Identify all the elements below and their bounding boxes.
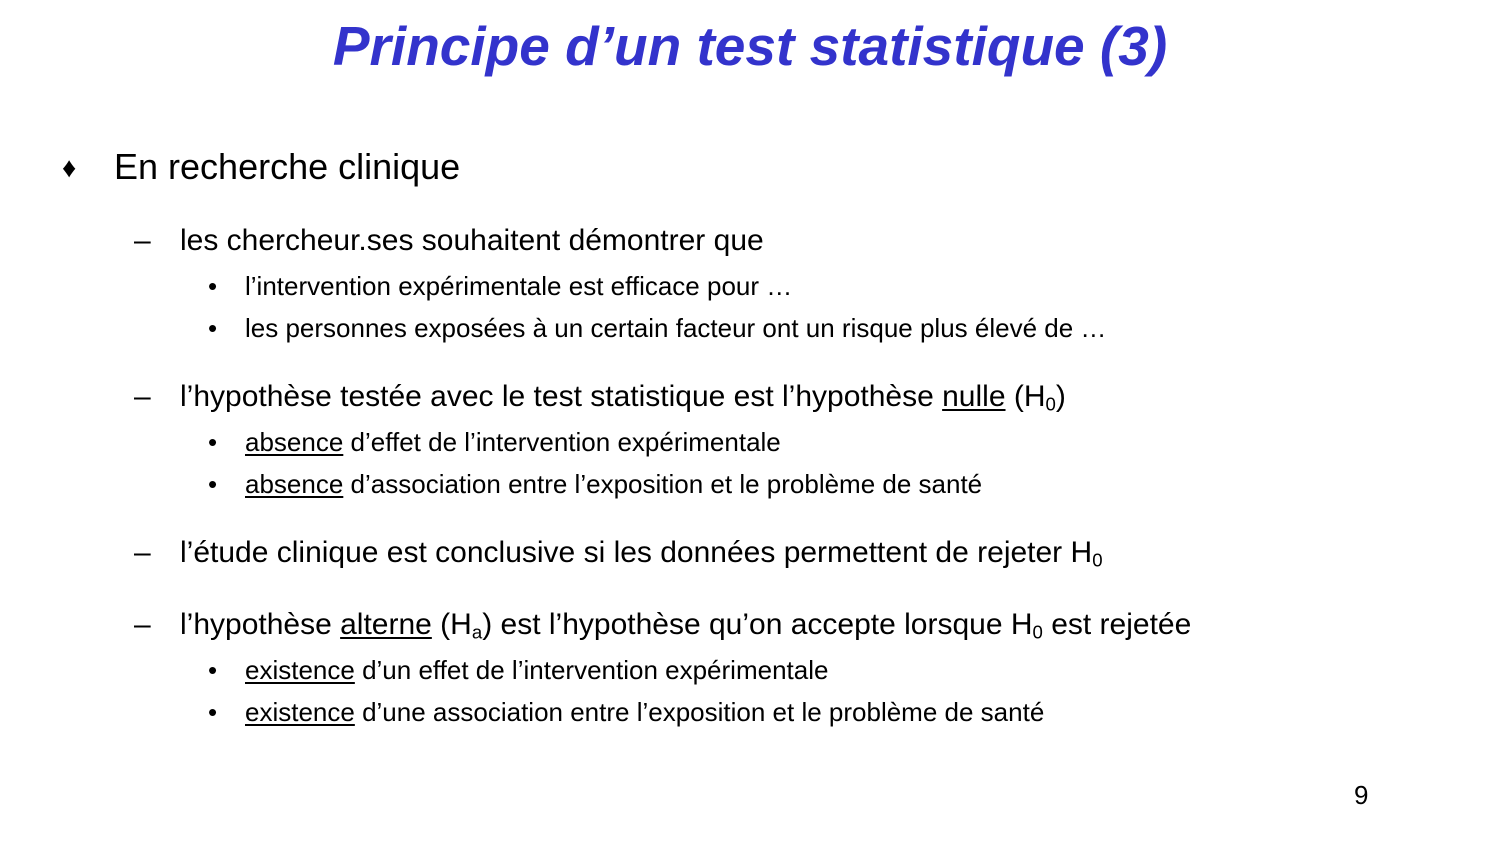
diamond-bullet-icon: ♦ xyxy=(62,152,77,183)
subscript: 0 xyxy=(1092,549,1103,571)
text: l’hypothèse testée avec le test statistique est l’hypothèse xyxy=(180,380,943,413)
text: (H xyxy=(431,608,472,641)
bullet-etude-conclusive xyxy=(180,536,1103,570)
underlined-term: existence xyxy=(245,655,355,685)
subscript: 0 xyxy=(1045,393,1056,415)
text: d’une association entre l’exposition et le problème de santé xyxy=(354,697,1045,727)
bullet-en-recherche-clinique: En recherche clinique xyxy=(114,146,461,187)
bullet-hypothese-nulle xyxy=(180,380,1066,414)
dash-bullet-icon: – xyxy=(134,380,151,413)
text: ) est l’hypothèse qu’on accepte lorsque H xyxy=(482,608,1033,641)
text: est rejetée xyxy=(1042,608,1192,641)
underlined-term: existence xyxy=(245,697,355,727)
dot-bullet-icon: • xyxy=(208,271,218,301)
bullet-absence-association xyxy=(245,469,982,500)
dot-bullet-icon: • xyxy=(208,469,218,499)
dot-bullet-icon: • xyxy=(208,655,218,685)
slide-title: Principe d’un test statistique (3) xyxy=(332,15,1168,77)
bullet-chercheurs: les chercheur.ses souhaitent démontrer que xyxy=(180,224,764,257)
underlined-term: alterne xyxy=(340,608,432,641)
bullet-personnes-exposees: les personnes exposées à un certain facteur ont un risque plus élevé de … xyxy=(245,313,1107,343)
text: l’étude clinique est conclusive si les données permettent de rejeter H xyxy=(180,536,1093,569)
text: d’effet de l’intervention expérimentale xyxy=(343,427,781,457)
text: ) xyxy=(1055,380,1066,413)
bullet-existence-association xyxy=(245,697,1044,728)
text: d’association entre l’exposition et le problème de santé xyxy=(343,469,983,499)
dash-bullet-icon: – xyxy=(134,536,151,569)
text: l’hypothèse xyxy=(180,608,341,641)
underlined-term: absence xyxy=(245,427,344,457)
bullet-intervention-efficace: l’intervention expérimentale est efficace pour … xyxy=(245,271,793,301)
page-number: 9 xyxy=(1354,780,1369,810)
underlined-term: nulle xyxy=(942,380,1006,413)
bullet-existence-effet xyxy=(245,655,828,686)
bullet-absence-effet xyxy=(245,427,781,458)
underlined-term: absence xyxy=(245,469,344,499)
bullet-hypothese-alterne xyxy=(180,608,1191,642)
dash-bullet-icon: – xyxy=(134,608,151,641)
text: d’un effet de l’intervention expérimentale xyxy=(354,655,829,685)
subscript: a xyxy=(471,621,483,643)
dash-bullet-icon: – xyxy=(134,224,151,257)
subscript: 0 xyxy=(1032,621,1043,643)
dot-bullet-icon: • xyxy=(208,697,218,727)
dot-bullet-icon: • xyxy=(208,427,218,457)
text: (H xyxy=(1005,380,1046,413)
dot-bullet-icon: • xyxy=(208,313,218,343)
